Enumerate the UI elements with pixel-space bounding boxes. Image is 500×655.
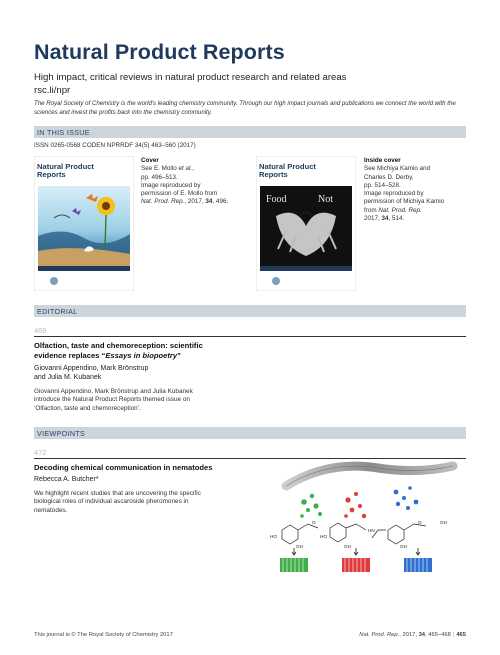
toc-graphic xyxy=(268,458,466,586)
inside-cover-title: Natural Product Reports xyxy=(259,162,316,180)
blue-receptor xyxy=(404,558,432,572)
author-line: and Julia M. Kubanek xyxy=(34,374,102,381)
label-oh: OH xyxy=(400,544,407,549)
viewpoints-abstract xyxy=(34,490,274,515)
red-receptor xyxy=(342,558,370,572)
journal-title: Natural Product Reports xyxy=(34,40,285,64)
footer-year: , 2017, xyxy=(399,632,419,638)
nematode-shape xyxy=(286,466,453,486)
editorial-title-line: evidence replaces “ xyxy=(34,350,106,360)
section-heading: EDITORIAL xyxy=(37,307,78,316)
author-line: Giovanni Appendino, Mark Brönstrup xyxy=(34,365,149,372)
section-bar-editorial xyxy=(34,305,466,317)
viewpoints-title[interactable]: Decoding chemical communication in nematodes xyxy=(34,463,213,472)
green-bubbles xyxy=(300,494,322,518)
abstract-line: ‘Olfaction, taste and chemoreception’. xyxy=(34,404,141,412)
cover-year: , 2017, xyxy=(184,198,206,206)
footer-vol: 34 xyxy=(418,632,426,638)
abstract-line: introduce the Natural Product Reports themed issue on xyxy=(34,396,190,404)
footer-page-number: 465 xyxy=(456,632,466,638)
inside-cover-caption xyxy=(364,157,468,223)
section-heading: VIEWPOINTS xyxy=(37,429,86,438)
footer-pages: , 465–468 xyxy=(425,632,451,638)
section-bar-in-this-issue xyxy=(34,126,466,138)
cover-page: , 496. xyxy=(212,198,229,206)
cover-journal: Nat. Prod. Rep. xyxy=(141,198,185,206)
rsc-blurb: The Royal Society of Chemistry is the world's leading chemistry community. Through our high impact journals and publications we connect the world with the sciences and invest the profits back into the chemistry community. xyxy=(34,100,456,116)
footer-copyright: This journal is © The Royal Society of Chemistry 2017 xyxy=(34,632,173,638)
cover-comma: , xyxy=(192,165,194,173)
editorial-title[interactable] xyxy=(34,341,264,360)
abstract-line: We highlight recent studies that are uncovering the specific xyxy=(34,490,201,497)
label-hn: HN xyxy=(368,528,375,533)
inside-cover-from: from xyxy=(364,206,379,214)
cover-line: pp. 496–513. xyxy=(141,173,178,181)
label-oh: OH xyxy=(296,544,303,549)
editorial-authors xyxy=(34,364,234,382)
journal-url[interactable]: rsc.li/npr xyxy=(34,85,71,96)
inside-cover-page: , 514. xyxy=(388,215,405,223)
inside-cover-food: Food xyxy=(266,194,287,205)
label-o: O xyxy=(312,520,316,525)
editorial-page-number: 469 xyxy=(34,326,47,335)
editorial-abstract xyxy=(34,388,274,413)
molecule-structures xyxy=(282,523,426,544)
cover-etal: et al. xyxy=(178,165,193,173)
editorial-title-italic: Essays in biopoetry xyxy=(105,350,178,360)
cover-line: permission of E. Mollo from xyxy=(141,190,218,198)
section-heading: IN THIS ISSUE xyxy=(37,128,90,137)
inside-cover-not: Not xyxy=(318,194,333,205)
inside-cover-vol: 34 xyxy=(381,215,389,223)
editorial-title-end: ” xyxy=(177,350,181,360)
green-receptor xyxy=(280,558,308,572)
inside-cover-journal: Nat. Prod. Rep. xyxy=(378,206,422,214)
journal-tagline: High impact, critical reviews in natural product research and related areas xyxy=(34,72,347,83)
abstract-line: biological roles of individual ascaroside pheromones in xyxy=(34,498,189,506)
issn-line: ISSN 0265-0568 CODEN NPRRDF 34(5) 463–560 (2017) xyxy=(34,142,196,149)
cover-label: Cover xyxy=(141,157,159,164)
blue-bubbles xyxy=(394,486,419,510)
footer-separator: | xyxy=(452,632,455,638)
inside-cover-line: pp. 514–528. xyxy=(364,181,401,189)
viewpoints-authors: Rebecca A. Butcher* xyxy=(34,476,99,483)
viewpoints-page-number: 472 xyxy=(34,448,47,457)
label-oh: OH xyxy=(344,544,351,549)
abstract-line: Giovanni Appendino, Mark Brönstrup and Julia Kubanek xyxy=(34,388,193,395)
inside-cover-year: 2017, xyxy=(364,215,382,223)
editorial-title-line: Olfaction, taste and chemoreception: scientific xyxy=(34,341,203,350)
label-ho: HO xyxy=(270,534,277,539)
inside-cover-line: See Michiya Kamio and xyxy=(364,165,431,173)
cover-vol: 34 xyxy=(205,198,213,206)
cover-line: Image reproduced by xyxy=(141,181,201,189)
inside-cover-line: Charles D. Derby, xyxy=(364,173,414,181)
editorial-rule xyxy=(34,336,466,337)
inside-cover-label: Inside cover xyxy=(364,157,401,164)
footer-citation xyxy=(359,632,466,638)
label-ho: HO xyxy=(320,534,327,539)
cover-caption xyxy=(141,157,237,207)
footer-journal: Nat. Prod. Rep. xyxy=(359,632,400,638)
cover-line: See E. Mollo xyxy=(141,165,179,173)
label-oh: OH xyxy=(440,520,447,525)
label-o: O xyxy=(418,520,422,525)
inside-cover-line: permission of Michiya Kamio xyxy=(364,198,445,206)
abstract-line: nematodes. xyxy=(34,506,68,514)
inside-cover-line: Image reproduced by xyxy=(364,190,424,198)
red-bubbles xyxy=(344,492,366,518)
section-bar-viewpoints xyxy=(34,427,466,439)
cover-title: Natural Product Reports xyxy=(37,162,94,180)
